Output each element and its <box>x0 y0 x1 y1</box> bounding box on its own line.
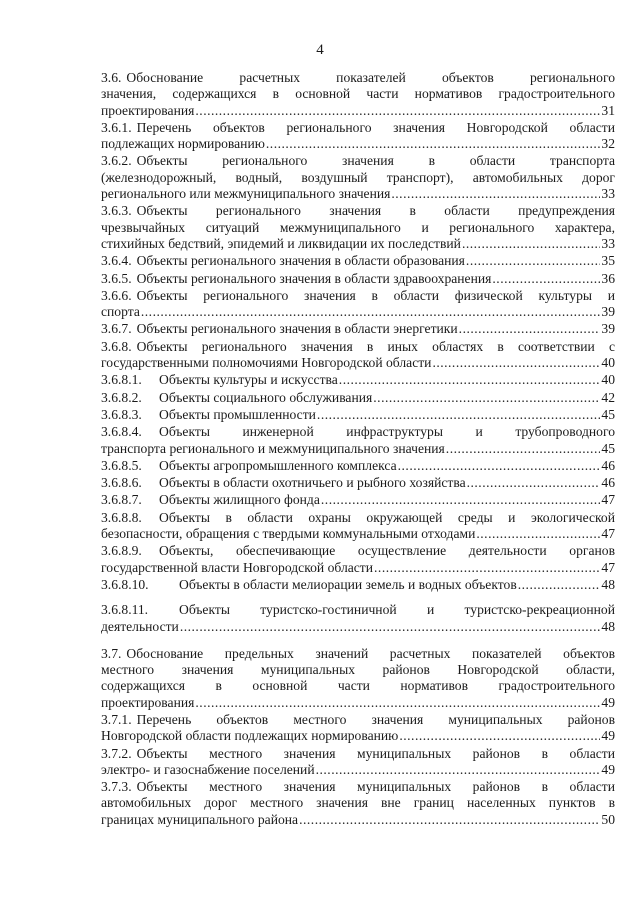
toc-entry-3-6-8-2[interactable] <box>101 390 615 406</box>
toc-entry-3-7-3[interactable] <box>101 779 615 828</box>
toc-entry-3-6-2[interactable] <box>101 153 615 202</box>
toc-title-last: Объекты социального обслуживания <box>159 389 373 405</box>
toc-entry-3-6-8[interactable] <box>101 339 615 372</box>
toc-number: 3.6. <box>101 70 122 85</box>
toc-entry-3-6-8-1[interactable] <box>101 372 615 388</box>
toc-entry-3-6-8-5[interactable] <box>101 458 615 474</box>
toc-title-last: безопасности, обращения с твердыми коммунальными отходами <box>101 526 476 542</box>
dot-leader <box>195 103 600 119</box>
toc-page-number: 33 <box>601 186 615 202</box>
toc-page-number: 47 <box>601 526 615 542</box>
dot-leader <box>462 236 600 252</box>
toc-page-number: 33 <box>601 235 615 251</box>
toc-title-line: чрезвычайных ситуаций межмуниципального и регионального характера, <box>101 219 615 235</box>
toc-page-number: 40 <box>601 372 615 388</box>
toc-title-last: транспорта регионального и межмуниципального значения <box>101 440 445 456</box>
dot-leader <box>492 271 600 287</box>
toc-title-last: Объекты в области охотничьего и рыбного хозяйства <box>159 475 466 491</box>
toc-number: 3.6.8.3. <box>101 406 142 422</box>
toc-number: 3.6.8.6. <box>101 475 142 491</box>
toc-title-line: содержащихся в основной части нормативов градостроительного <box>101 678 615 694</box>
toc-number: 3.6.8.9. <box>101 543 142 559</box>
toc-page-number: 45 <box>601 440 615 456</box>
toc-number: 3.6.8.10. <box>101 576 149 592</box>
toc-title-last: Объекты агропромышленного комплекса <box>159 457 397 473</box>
toc-number: 3.7.1. <box>101 711 132 727</box>
toc-entry-3-6[interactable] <box>101 70 615 119</box>
toc-page-number: 45 <box>601 406 615 422</box>
toc-page-number: 47 <box>601 492 615 508</box>
toc-entry-3-6-6[interactable] <box>101 288 615 321</box>
dot-leader <box>391 186 600 202</box>
toc-title-line: Объекты регионального значения в области физической культуры и <box>136 287 615 303</box>
dot-leader <box>141 304 601 320</box>
toc-entry-3-6-8-10[interactable] <box>101 577 615 593</box>
toc-number: 3.7.3. <box>101 779 132 795</box>
toc-entry-3-7[interactable] <box>101 646 615 711</box>
toc-title-line: Объекты в области охраны окружающей среды и экологической <box>159 509 615 525</box>
toc-number: 3.6.8.2. <box>101 389 142 405</box>
dot-leader <box>180 619 601 635</box>
toc-title-last: спорта <box>101 304 140 320</box>
toc-entry-3-6-8-8[interactable] <box>101 510 615 543</box>
toc-entry-3-6-8-9[interactable] <box>101 543 615 576</box>
toc-title-line: Обоснование расчетных показателей объектов регионального <box>126 70 615 85</box>
toc-title-last: Объекты промышленности <box>159 406 316 422</box>
toc-title-last: регионального или межмуниципального значения <box>101 186 391 202</box>
toc-number: 3.6.8. <box>101 338 132 354</box>
page-number: 4 <box>316 42 324 58</box>
toc-number: 3.6.8.5. <box>101 457 142 473</box>
toc-title-last: проектирования <box>101 102 195 118</box>
toc-page-number: 39 <box>601 304 615 320</box>
toc-title-line: Объекты регионального значения в области предупреждения <box>136 203 615 219</box>
toc-number: 3.6.8.7. <box>101 492 142 508</box>
toc-number: 3.6.6. <box>101 287 132 303</box>
toc-title-last: Объекты жилищного фонда <box>159 492 320 508</box>
toc-page-number: 48 <box>601 576 615 592</box>
toc-number: 3.6.3. <box>101 203 132 219</box>
toc-title-line: Объекты регионального значения в области транспорта <box>136 153 615 169</box>
toc-entry-3-6-8-4[interactable] <box>101 424 615 457</box>
dot-leader <box>374 560 600 576</box>
toc-title-last: электро- и газоснабжение поселений <box>101 761 315 777</box>
dot-leader <box>316 762 601 778</box>
dot-leader <box>446 441 601 457</box>
toc-entry-3-7-1[interactable] <box>101 712 615 745</box>
toc-title-last: границах муниципального района <box>101 811 299 827</box>
toc-title-line: автомобильных дорог местного значения вне границ населенных пунктов в <box>101 795 615 811</box>
dot-leader <box>432 355 600 371</box>
toc-number: 3.7. <box>101 645 122 661</box>
dot-leader <box>339 372 601 388</box>
toc-title-last: Объекты регионального значения в области здравоохранения <box>136 270 492 286</box>
toc-page-number: 48 <box>601 618 615 634</box>
toc-page-number: 40 <box>601 355 615 371</box>
toc-title-line: Объекты туристско-гостиничной и туристско-рекреационной <box>179 602 615 618</box>
dot-leader <box>321 492 601 508</box>
dot-leader <box>195 695 600 711</box>
toc-page-number: 35 <box>601 253 615 269</box>
dot-leader <box>398 458 601 474</box>
toc-title-line: местного значения муниципальных районов Новгородской области, <box>101 662 615 678</box>
dot-leader <box>466 253 600 269</box>
toc-title-line: Объекты инженерной инфраструктуры и трубопроводного <box>159 424 615 440</box>
toc-number: 3.6.1. <box>101 119 132 135</box>
toc-title-last: Объекты регионального значения в области энергетики <box>136 321 458 337</box>
dot-leader <box>299 812 600 828</box>
toc-number: 3.6.8.11. <box>101 602 149 618</box>
toc-title-last: Объекты регионального значения в области образования <box>136 253 465 269</box>
dot-leader <box>459 321 601 337</box>
toc-title-line: (железнодорожный, водный, воздушный транспорт), автомобильных дорог <box>101 169 615 185</box>
toc-page-number: 31 <box>601 102 615 118</box>
toc-title-last: Объекты в области мелиорации земель и водных объектов <box>179 576 517 592</box>
toc-title-last: проектирования <box>101 694 195 710</box>
toc-entry-3-6-8-11[interactable] <box>101 602 615 635</box>
toc-page-number: 47 <box>601 559 615 575</box>
toc-number: 3.7.2. <box>101 745 132 761</box>
dot-leader <box>399 728 600 744</box>
toc-title-last: подлежащих нормированию <box>101 136 265 152</box>
toc-entry-3-6-8-6[interactable] <box>101 475 615 491</box>
dot-leader <box>266 136 601 152</box>
toc-number: 3.6.4. <box>101 253 132 269</box>
toc-number: 3.6.8.4. <box>101 424 142 440</box>
toc-entry-3-6-7[interactable] <box>101 321 615 337</box>
toc-title-line: Обоснование предельных значений расчетных показателей объектов <box>126 645 615 661</box>
toc-entry-3-6-5[interactable] <box>101 271 615 287</box>
toc-title-line: Объекты регионального значения в иных областях в соответствии с <box>136 338 615 354</box>
toc-page-number: 42 <box>601 389 615 405</box>
toc-page-number: 32 <box>601 136 615 152</box>
toc-number: 3.6.5. <box>101 270 132 286</box>
table-of-contents <box>101 70 615 828</box>
toc-title-last: государственной власти Новгородской области <box>101 559 374 575</box>
toc-page-number: 36 <box>601 270 615 286</box>
toc-entry-3-6-1[interactable] <box>101 120 615 153</box>
toc-entry-3-6-8-3[interactable] <box>101 407 615 423</box>
toc-title-last: Объекты культуры и искусства <box>159 372 338 388</box>
toc-page-number: 49 <box>601 694 615 710</box>
toc-number: 3.6.8.8. <box>101 509 142 525</box>
toc-page-number: 50 <box>601 811 615 827</box>
dot-leader <box>317 407 600 423</box>
toc-title-line: Перечень объектов регионального значения Новгородской области <box>136 119 615 135</box>
dot-leader <box>373 390 600 406</box>
toc-number: 3.6.7. <box>101 321 132 337</box>
toc-title-line: Объекты местного значения муниципальных районов в области <box>136 745 615 761</box>
toc-page-number: 46 <box>601 457 615 473</box>
toc-page-number: 46 <box>601 475 615 491</box>
toc-page-number: 49 <box>601 728 615 744</box>
toc-entry-3-6-4[interactable] <box>101 253 615 269</box>
toc-title-last: деятельности <box>101 618 179 634</box>
toc-page-number: 49 <box>601 761 615 777</box>
toc-page-number: 39 <box>601 321 615 337</box>
dot-leader <box>518 577 601 593</box>
toc-title-line: значения, содержащихся в основной части нормативов градостроительного <box>101 86 615 102</box>
toc-title-last: Новгородской области подлежащих нормированию <box>101 728 399 744</box>
toc-title-last: стихийных бедствий, эпидемий и ликвидации их последствий <box>101 235 461 251</box>
toc-title-line: Объекты, обеспечивающие осуществление деятельности органов <box>159 543 615 559</box>
toc-title-line: Объекты местного значения муниципальных районов в области <box>136 779 615 795</box>
toc-entry-3-6-8-7[interactable] <box>101 492 615 508</box>
dot-leader <box>476 526 600 542</box>
toc-title-last: государственными полномочиями Новгородской области <box>101 355 432 371</box>
toc-number: 3.6.8.1. <box>101 372 142 388</box>
toc-entry-3-7-2[interactable] <box>101 746 615 779</box>
toc-entry-3-6-3[interactable] <box>101 203 615 252</box>
toc-number: 3.6.2. <box>101 153 132 169</box>
toc-title-line: Перечень объектов местного значения муниципальных районов <box>136 711 615 727</box>
dot-leader <box>467 475 601 491</box>
